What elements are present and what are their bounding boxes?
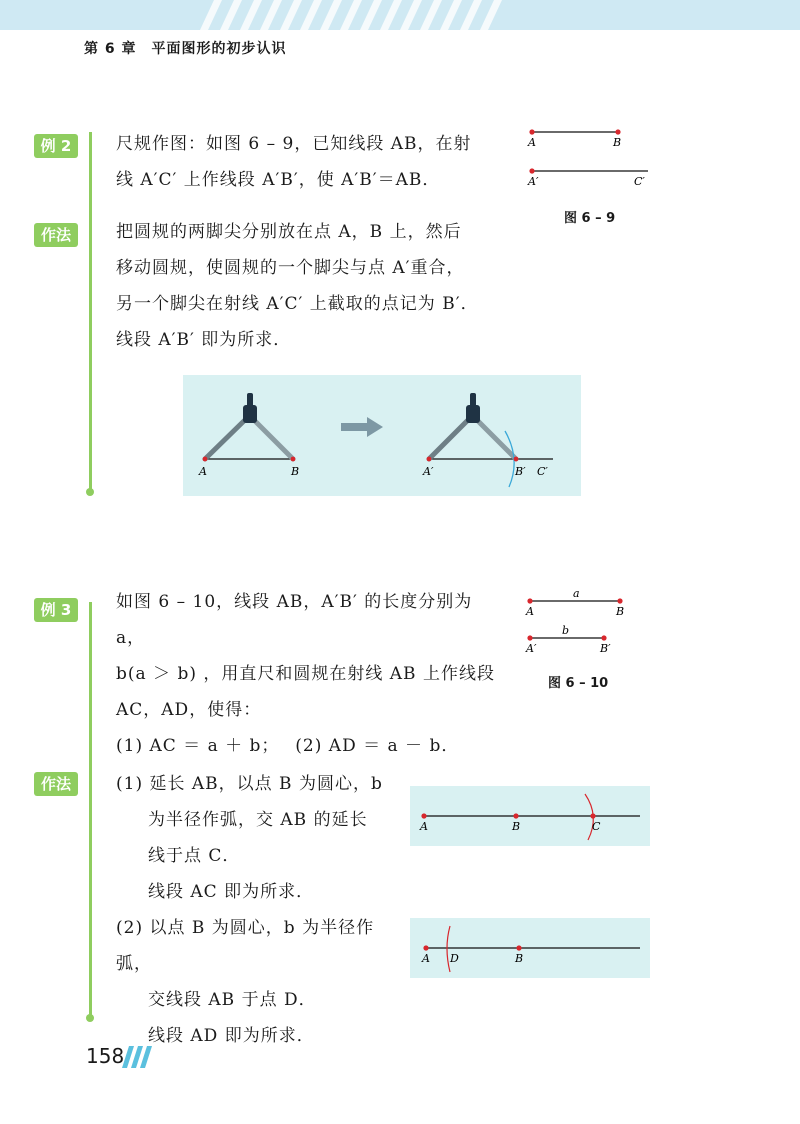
example2-line1: 尺规作图：如图 6 – 9，已知线段 AB，在射 (116, 134, 472, 154)
example3-rule-end (86, 1014, 94, 1022)
label-a: A (526, 605, 534, 618)
label-d: D (450, 952, 459, 965)
compass-handle (470, 393, 476, 407)
example3-text (116, 584, 496, 764)
construction-figure-1 (410, 786, 650, 846)
label-c: C (592, 820, 601, 833)
example3-line1: 如图 6 – 10，线段 AB，A′B′ 的长度分别为 a， (116, 592, 473, 648)
label-b2: B′ (515, 465, 526, 478)
label-b: B (616, 605, 625, 618)
compass-hinge (466, 405, 480, 423)
step2-line3: 线段 AD 即为所求． (148, 1026, 315, 1046)
label-b: B (515, 952, 524, 965)
point-b2 (514, 457, 519, 462)
compass-figure (183, 375, 581, 496)
label-b: B (613, 136, 622, 149)
page-number-stripes (122, 1046, 152, 1068)
example2-text (116, 126, 496, 198)
point-a2 (529, 168, 534, 173)
step1-line3: 线于点 C． (148, 846, 241, 866)
step2-line2: 交线段 AB 于点 D． (148, 990, 317, 1010)
example2-line2: 线 A′C′ 上作线段 A′B′，使 A′B′＝AB． (116, 170, 441, 190)
label-a2: A′ (528, 175, 539, 188)
label-a-length: a (573, 588, 580, 600)
label-a: A (422, 952, 430, 965)
compass-handle (247, 393, 253, 407)
construction-figure-2 (410, 918, 650, 978)
point-a (421, 813, 426, 818)
method2-text (116, 214, 496, 358)
label-a: A (528, 136, 536, 149)
point-c (590, 813, 595, 818)
method2-line1: 把圆规的两脚尖分别放在点 A，B 上，然后 (116, 222, 462, 242)
point-b (291, 457, 296, 462)
method3-step2 (116, 910, 406, 1054)
method2-line4: 线段 A′B′ 即为所求． (116, 330, 292, 350)
example2-rule (89, 132, 92, 492)
point-a (529, 129, 534, 134)
example3-line4: (1) AC ＝ a ＋ b； (2) AD ＝ a － b． (116, 736, 460, 756)
example3-tag: 例 3 (34, 598, 78, 622)
example3-line3: AC，AD，使得： (116, 700, 262, 720)
label-a: A (199, 465, 207, 478)
label-c2: C′ (537, 465, 548, 478)
example3-line2: b(a ＞ b) ，用直尺和圆规在射线 AB 上作线段 (116, 664, 495, 684)
step1-line1: (1) 延长 AB，以点 B 为圆心，b (116, 774, 383, 794)
compass-hinge (243, 405, 257, 423)
point-b (617, 598, 622, 603)
point-a2 (527, 635, 532, 640)
label-b2: B′ (600, 642, 611, 655)
point-a (423, 945, 428, 950)
method3-step1 (116, 766, 396, 910)
example2-tag: 例 2 (34, 134, 78, 158)
step1-line2: 为半径作弧，交 AB 的延长 (148, 810, 368, 830)
label-b: B (291, 465, 300, 478)
label-a2: A′ (423, 465, 434, 478)
header-stripes (200, 0, 580, 30)
figure-6-9 (520, 122, 660, 192)
figure-6-9-caption: 图 6 – 9 (564, 211, 616, 226)
page-number: 158 (86, 1044, 125, 1068)
point-b (615, 129, 620, 134)
point-a2 (427, 457, 432, 462)
example2-rule-end (86, 488, 94, 496)
label-a: A (420, 820, 428, 833)
method2-tag: 作法 (34, 223, 78, 247)
step2-line1: (2) 以点 B 为圆心，b 为半径作弧， (116, 918, 375, 974)
point-b (513, 813, 518, 818)
label-a2: A′ (526, 642, 537, 655)
method2-line2: 移动圆规，使圆规的一个脚尖与点 A′重合， (116, 258, 465, 278)
point-a (527, 598, 532, 603)
figure-6-10 (520, 588, 650, 662)
example3-rule (89, 602, 92, 1018)
label-b: B (512, 820, 521, 833)
method2-line3: 另一个脚尖在射线 A′C′ 上截取的点记为 B′． (116, 294, 479, 314)
step1-line4: 线段 AC 即为所求． (148, 882, 315, 902)
point-b2 (601, 635, 606, 640)
method3-tag: 作法 (34, 772, 78, 796)
label-c2: C′ (634, 175, 645, 188)
chapter-title: 第 6 章 平面图形的初步认识 (84, 41, 287, 57)
point-a (203, 457, 208, 462)
point-b (516, 945, 521, 950)
figure-6-10-caption: 图 6 – 10 (548, 676, 609, 691)
label-b-length: b (562, 624, 570, 637)
